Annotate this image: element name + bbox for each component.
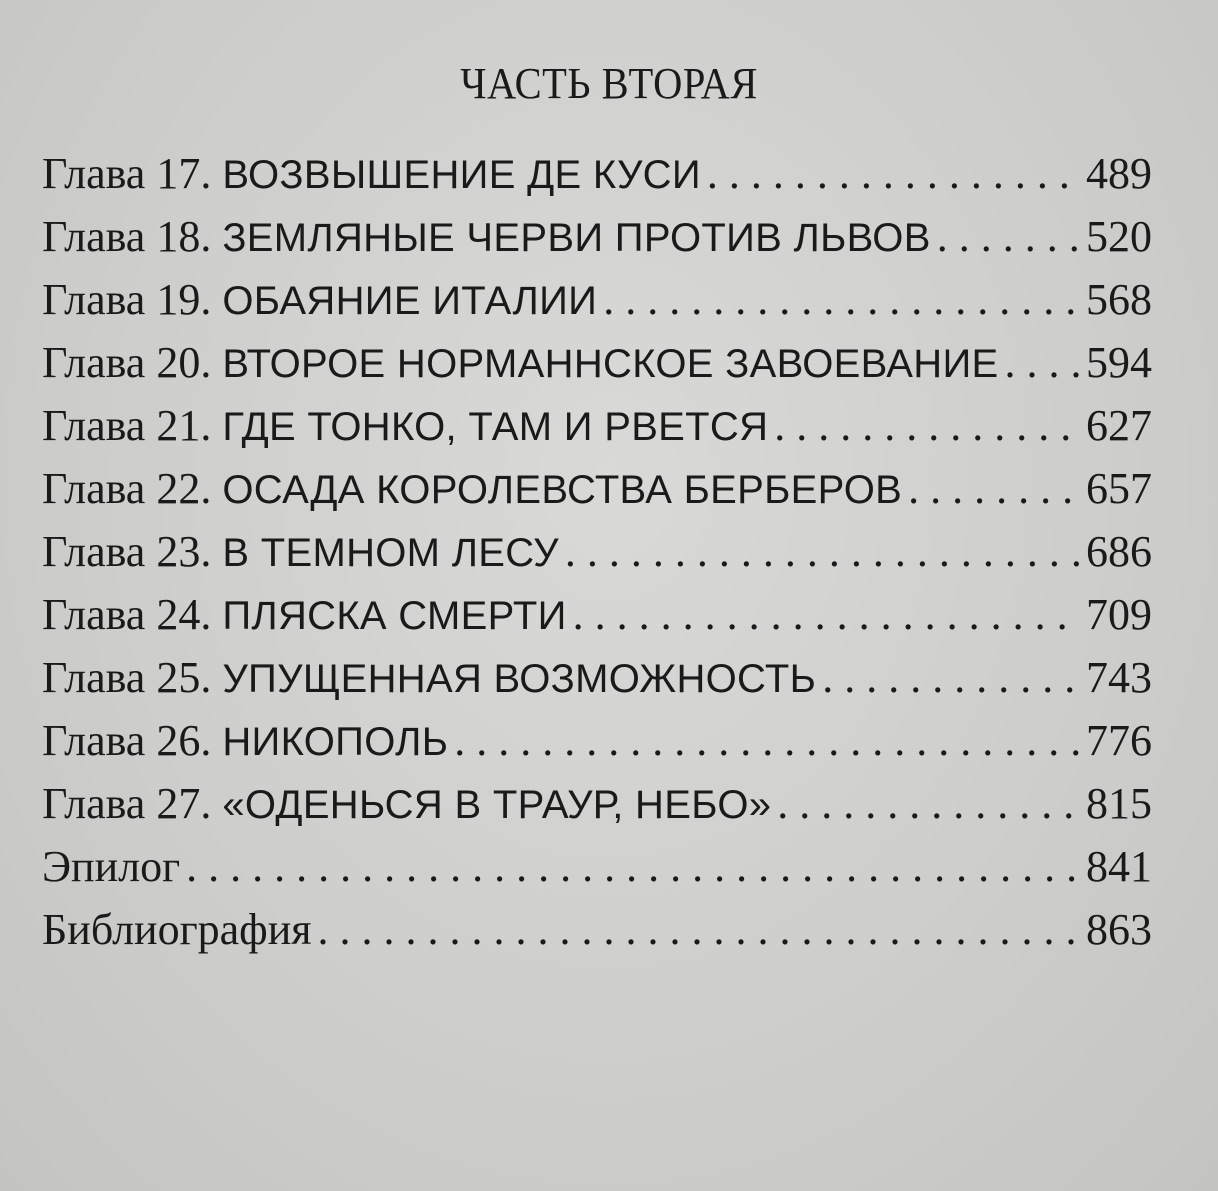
table-of-contents: [42, 142, 1152, 961]
section-name: Библиография: [42, 905, 312, 954]
dot-leader: [317, 898, 1080, 961]
page-number: 520: [1086, 212, 1152, 261]
chapter-title: ОБАЯНИЕ ИТАЛИИ: [222, 279, 598, 323]
chapter-number: Глава 19.: [42, 275, 212, 324]
dot-leader: [937, 205, 1080, 268]
chapter-title: УПУЩЕННАЯ ВОЗМОЖНОСТЬ: [222, 657, 817, 701]
chapter-number: Глава 20.: [42, 338, 212, 387]
dot-leader: [603, 268, 1080, 331]
dot-leader: [573, 583, 1080, 646]
chapter-title: ЗЕМЛЯНЫЕ ЧЕРВИ ПРОТИВ ЛЬВОВ: [222, 216, 931, 260]
chapter-number: Глава 25.: [42, 653, 212, 702]
dot-leader: [1005, 331, 1081, 394]
chapter-number: Глава 23.: [42, 527, 212, 576]
chapter-number: Глава 22.: [42, 464, 212, 513]
page-number: 709: [1086, 590, 1152, 639]
toc-entry: [42, 520, 1152, 583]
page-number: 594: [1086, 338, 1152, 387]
chapter-title: ПЛЯСКА СМЕРТИ: [222, 594, 567, 638]
chapter-number: Глава 24.: [42, 590, 212, 639]
toc-entry: [42, 898, 1152, 961]
page-number: 627: [1086, 401, 1152, 450]
page-number: 489: [1086, 149, 1152, 198]
part-title: ЧАСТЬ ВТОРАЯ: [460, 59, 758, 108]
toc-entry: [42, 583, 1152, 646]
dot-leader: [565, 520, 1080, 583]
page-number: 743: [1086, 653, 1152, 702]
page-number: 863: [1086, 905, 1152, 954]
page-number: 841: [1086, 842, 1152, 891]
chapter-number: Глава 18.: [42, 212, 212, 261]
page-number: 776: [1086, 716, 1152, 765]
dot-leader: [707, 142, 1080, 205]
toc-entry: [42, 835, 1152, 898]
toc-entry: [42, 457, 1152, 520]
chapter-number: Глава 17.: [42, 149, 212, 198]
chapter-title: ОСАДА КОРОЛЕВСТВА БЕРБЕРОВ: [222, 468, 903, 512]
dot-leader: [822, 646, 1080, 709]
toc-entry: [42, 142, 1152, 205]
dot-leader: [777, 772, 1080, 835]
chapter-title: ВОЗВЫШЕНИЕ ДЕ КУСИ: [222, 153, 701, 197]
toc-entry: [42, 394, 1152, 457]
toc-entry: [42, 268, 1152, 331]
section-name: Эпилог: [42, 842, 181, 891]
dot-leader: [186, 835, 1080, 898]
dot-leader: [908, 457, 1080, 520]
toc-entry: [42, 646, 1152, 709]
page-number: 568: [1086, 275, 1152, 324]
toc-entry: [42, 205, 1152, 268]
chapter-title: «ОДЕНЬСЯ В ТРАУР, НЕБО»: [222, 783, 772, 827]
page-number: 686: [1086, 527, 1152, 576]
chapter-number: Глава 26.: [42, 716, 212, 765]
chapter-title: В ТЕМНОМ ЛЕСУ: [222, 531, 559, 575]
dot-leader: [774, 394, 1080, 457]
chapter-title: НИКОПОЛЬ: [222, 720, 449, 764]
chapter-number: Глава 21.: [42, 401, 212, 450]
toc-entry: [42, 709, 1152, 772]
page-number: 657: [1086, 464, 1152, 513]
chapter-number: Глава 27.: [42, 779, 212, 828]
toc-entry: [42, 772, 1152, 835]
page-number: 815: [1086, 779, 1152, 828]
dot-leader: [454, 709, 1080, 772]
toc-entry: [42, 331, 1152, 394]
chapter-title: ВТОРОЕ НОРМАННСКОЕ ЗАВОЕВАНИЕ: [222, 342, 999, 386]
chapter-title: ГДЕ ТОНКО, ТАМ И РВЕТСЯ: [222, 405, 769, 449]
